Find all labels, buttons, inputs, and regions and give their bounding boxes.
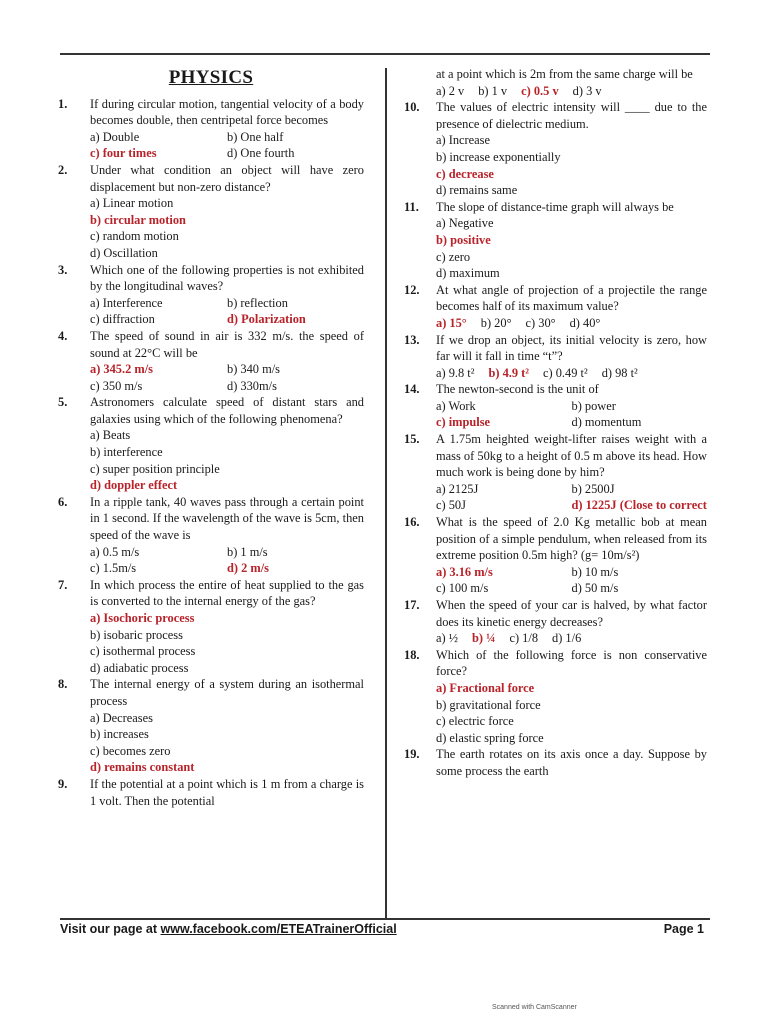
option: b) power xyxy=(571,398,616,413)
option: a) Decreases xyxy=(90,710,153,725)
question-head xyxy=(404,199,707,216)
option: b) increases xyxy=(90,727,149,742)
question-head xyxy=(58,162,364,195)
option-correct: b) positive xyxy=(436,232,491,247)
option: a) Double xyxy=(90,129,140,144)
options-list xyxy=(58,295,364,328)
page-number: Page 1 xyxy=(663,922,704,936)
options-list xyxy=(404,315,707,332)
bottom-rule xyxy=(60,918,710,920)
question-text: A 1.75m heighted weight-lifter raises weight with a mass of 50kg to a height of 0.5 m above its head. How much work is being done by him? xyxy=(436,432,707,480)
option: c) zero xyxy=(436,249,471,264)
option-correct: c) four times xyxy=(90,146,157,161)
option: c) super position principle xyxy=(90,461,220,476)
option: d) One fourth xyxy=(227,146,295,161)
option: a) ½ xyxy=(436,631,459,646)
question-number: 15. xyxy=(404,432,420,447)
question-item xyxy=(58,394,364,494)
option-row xyxy=(90,427,364,444)
option: c) 0.49 t² xyxy=(543,365,588,380)
question-text: At what angle of projection of a projectile the range becomes half of its maximum value? xyxy=(436,282,707,314)
question-item xyxy=(404,514,707,597)
question-text: The values of electric intensity will ____ due to the presence of dielectric medium. xyxy=(436,100,707,131)
option-row xyxy=(90,477,364,494)
question-text: at a point which is 2m from the same charge will be xyxy=(436,67,693,81)
option: d) remains same xyxy=(436,183,518,198)
option-row xyxy=(90,544,364,561)
question-item xyxy=(404,431,707,514)
top-rule xyxy=(60,53,710,55)
option: d) 98 t² xyxy=(601,365,638,380)
option-row xyxy=(90,145,364,162)
question-text: What is the speed of 2.0 Kg metallic bob at mean position of a simple pendulum, when released from its extreme position 0.5m high? (g= 10m/s²) xyxy=(436,515,707,563)
question-head xyxy=(58,262,364,295)
question-text: Astronomers calculate speed of distant stars and galaxies using which of the following phenomena? xyxy=(90,395,364,426)
question-item xyxy=(58,328,364,394)
option: a) Beats xyxy=(90,428,131,443)
option: a) 9.8 t² xyxy=(436,365,475,380)
question-item xyxy=(404,282,707,332)
option-row xyxy=(436,365,707,382)
question-text: When the speed of your car is halved, by what factor does its kinetic energy decreases? xyxy=(436,598,707,629)
question-number: 3. xyxy=(58,262,68,277)
option: c) 30° xyxy=(525,315,556,330)
question-item xyxy=(58,676,364,776)
option: c) electric force xyxy=(436,714,514,729)
question-head xyxy=(58,328,364,361)
options-list xyxy=(404,680,707,746)
question-text: If during circular motion, tangential velocity of a body becomes double, then centripetal force becomes xyxy=(90,96,364,128)
option-row xyxy=(90,643,364,660)
option-correct: b) ¼ xyxy=(472,631,496,646)
option: b) reflection xyxy=(227,295,288,310)
options-list xyxy=(404,398,707,431)
option: d) 3 v xyxy=(572,83,602,98)
option-row xyxy=(436,232,707,249)
options-list xyxy=(58,610,364,676)
option-row xyxy=(90,743,364,760)
option-row xyxy=(90,378,364,395)
options-list xyxy=(404,83,707,100)
question-number xyxy=(404,66,436,83)
options-list xyxy=(58,129,364,162)
option-row xyxy=(436,215,707,232)
question-text: The speed of sound in air is 332 m/s. the speed of sound at 22°C will be xyxy=(90,328,364,360)
option: b) increase exponentially xyxy=(436,149,561,164)
option-row xyxy=(90,461,364,478)
option: d) momentum xyxy=(571,415,642,430)
option-row xyxy=(90,759,364,776)
question-number: 10. xyxy=(404,100,420,115)
option: a) 0.5 m/s xyxy=(90,544,140,559)
option: d) maximum xyxy=(436,266,500,281)
option-row xyxy=(436,481,707,498)
option-correct: d) 2 m/s xyxy=(227,561,269,576)
option: b) 1 v xyxy=(478,83,508,98)
question-head xyxy=(404,282,707,315)
option: c) diffraction xyxy=(90,312,155,327)
question-text: The earth rotates on its axis once a day. Suppose by some process the earth xyxy=(436,747,707,778)
question-head xyxy=(404,597,707,630)
question-text: The internal energy of a system during an isothermal process xyxy=(90,677,364,708)
column-divider xyxy=(385,68,387,920)
options-list xyxy=(404,564,707,597)
option-row xyxy=(436,564,707,581)
option-row xyxy=(436,149,707,166)
question-item xyxy=(404,99,707,199)
option: b) 1 m/s xyxy=(227,544,268,559)
option-row xyxy=(436,398,707,415)
option: c) becomes zero xyxy=(90,743,171,758)
question-number: 2. xyxy=(58,162,68,177)
question-item xyxy=(58,776,364,809)
question-text: Under what condition an object will have zero displacement but non-zero distance? xyxy=(90,162,364,194)
question-head xyxy=(58,577,364,610)
question-number: 18. xyxy=(404,647,420,662)
options-list xyxy=(404,132,707,198)
option-correct: b) 4.9 t² xyxy=(488,365,530,380)
question-text: Which one of the following properties is not exhibited by the longitudinal waves? xyxy=(90,262,364,294)
options-list xyxy=(404,215,707,281)
question-number: 5. xyxy=(58,395,68,410)
question-number: 11. xyxy=(404,199,419,214)
option-row xyxy=(436,630,707,647)
question-head xyxy=(58,96,364,129)
option-row xyxy=(436,414,707,431)
option: b) interference xyxy=(90,445,163,460)
question-item xyxy=(404,381,707,431)
option-row xyxy=(90,361,364,378)
option-row xyxy=(436,680,707,697)
option: b) One half xyxy=(227,129,284,144)
question-head xyxy=(58,394,364,427)
question-text: In a ripple tank, 40 waves pass through a certain point in 1 second. If the wavelength of the wave is 5cm, then speed of the wave is xyxy=(90,494,364,543)
question-text: If we drop an object, its initial velocity is zero, how far will it fall in time “t”? xyxy=(436,332,707,364)
option: b) isobaric process xyxy=(90,627,183,642)
option-row xyxy=(436,730,707,747)
option-correct: a) Isochoric process xyxy=(90,611,195,625)
options-list xyxy=(58,195,364,261)
option: c) random motion xyxy=(90,229,179,244)
option-row xyxy=(90,245,364,262)
question-head xyxy=(404,746,707,779)
footer-visit-text: Visit our page at xyxy=(60,922,158,936)
question-number: 14. xyxy=(404,382,420,397)
option-row xyxy=(90,311,364,328)
option-row xyxy=(436,713,707,730)
question-number: 17. xyxy=(404,598,420,612)
option-row xyxy=(90,726,364,743)
option-row xyxy=(90,444,364,461)
right-column xyxy=(404,66,707,780)
option: d) 1/6 xyxy=(552,631,582,646)
option-row xyxy=(436,249,707,266)
question-item xyxy=(58,96,364,162)
question-head xyxy=(404,99,707,132)
question-number: 9. xyxy=(58,776,68,791)
option: b) 2500J xyxy=(571,481,615,496)
option: b) 10 m/s xyxy=(571,564,619,579)
options-list xyxy=(58,361,364,394)
option-row xyxy=(436,315,707,332)
option: d) adiabatic process xyxy=(90,660,189,675)
page-footer xyxy=(60,922,704,936)
question-text: The newton-second is the unit of xyxy=(436,382,599,397)
option-row xyxy=(90,710,364,727)
question-head xyxy=(404,514,707,564)
options-list xyxy=(58,710,364,776)
option-row xyxy=(436,697,707,714)
question-item xyxy=(404,746,707,779)
question-number: 12. xyxy=(404,282,420,297)
option-row xyxy=(436,166,707,183)
option: d) 50 m/s xyxy=(571,581,619,596)
question-head xyxy=(404,431,707,481)
question-item xyxy=(404,647,707,747)
option-row xyxy=(90,212,364,229)
page-title: PHYSICS xyxy=(168,67,254,88)
question-head xyxy=(58,676,364,709)
option: b) 340 m/s xyxy=(227,362,281,377)
option: c) 350 m/s xyxy=(90,378,143,393)
question-item xyxy=(58,162,364,262)
question-number: 13. xyxy=(404,332,420,347)
question-number: 8. xyxy=(58,677,68,692)
option-row xyxy=(436,497,707,514)
question-item xyxy=(58,577,364,677)
question-number: 7. xyxy=(58,577,68,592)
options-list xyxy=(58,544,364,577)
option: a) 2125J xyxy=(436,481,479,496)
option-row xyxy=(90,610,364,627)
facebook-link[interactable]: www.facebook.com/ETEATrainerOfficial xyxy=(160,922,397,936)
option: c) 100 m/s xyxy=(436,581,489,596)
question-item xyxy=(58,494,364,577)
question-item xyxy=(58,262,364,328)
option-row xyxy=(436,182,707,199)
option-correct: b) circular motion xyxy=(90,212,186,227)
option-row xyxy=(436,265,707,282)
question-number: 6. xyxy=(58,494,68,509)
option-correct: a) 3.16 m/s xyxy=(436,564,493,579)
option: b) 20° xyxy=(480,315,512,330)
option: a) Work xyxy=(436,398,476,413)
option-row xyxy=(436,132,707,149)
option: c) 1/8 xyxy=(509,631,539,646)
option-row xyxy=(90,195,364,212)
option: a) 2 v xyxy=(436,83,465,98)
option-row xyxy=(90,129,364,146)
question-head xyxy=(404,66,707,83)
option-correct: a) 15° xyxy=(436,315,467,330)
option-row xyxy=(90,228,364,245)
options-list xyxy=(404,481,707,514)
option-row xyxy=(90,660,364,677)
question-number: 19. xyxy=(404,747,420,762)
option-row xyxy=(436,83,707,100)
option-correct: d) 1225J (Close to correct xyxy=(571,498,707,513)
question-head xyxy=(404,647,707,680)
option-row xyxy=(90,560,364,577)
option-correct: d) remains constant xyxy=(90,760,195,775)
question-number: 16. xyxy=(404,515,420,530)
option: d) 40° xyxy=(569,315,601,330)
option: a) Linear motion xyxy=(90,196,174,211)
question-number: 1. xyxy=(58,96,68,111)
question-head xyxy=(58,494,364,544)
question-text: Which of the following force is non conservative force? xyxy=(436,647,707,679)
question-number: 4. xyxy=(58,328,68,343)
option: c) 1.5m/s xyxy=(90,561,137,576)
question-item xyxy=(404,597,707,647)
question-item xyxy=(404,332,707,382)
question-item xyxy=(404,199,707,282)
question-text: In which process the entire of heat supplied to the gas is converted to the internal energy of the gas? xyxy=(90,577,364,609)
options-list xyxy=(404,630,707,647)
question-text: If the potential at a point which is 1 m from a charge is 1 volt. Then the potential xyxy=(90,776,364,808)
question-head xyxy=(404,381,707,398)
question-item xyxy=(404,66,707,99)
footer-visit xyxy=(60,922,397,936)
option: d) 330m/s xyxy=(227,378,277,393)
option-correct: d) Polarization xyxy=(227,312,306,327)
option: a) Interference xyxy=(90,295,163,310)
option-row xyxy=(90,295,364,312)
option-row xyxy=(436,580,707,597)
options-list xyxy=(58,427,364,493)
option: a) Negative xyxy=(436,216,494,231)
option: c) isothermal process xyxy=(90,644,196,659)
option: a) Increase xyxy=(436,133,490,148)
question-head xyxy=(404,332,707,365)
option-row xyxy=(90,627,364,644)
option: c) 50J xyxy=(436,498,466,513)
scanner-watermark: Scanned with CamScanner xyxy=(492,1004,577,1011)
option-correct: c) impulse xyxy=(436,415,491,430)
option-correct: c) decrease xyxy=(436,166,494,181)
option: d) elastic spring force xyxy=(436,730,544,745)
option-correct: c) 0.5 v xyxy=(521,83,559,98)
option-correct: d) doppler effect xyxy=(90,478,178,493)
options-list xyxy=(404,365,707,382)
option-correct: a) Fractional force xyxy=(436,680,535,695)
option-correct: a) 345.2 m/s xyxy=(90,362,153,377)
option: b) gravitational force xyxy=(436,697,541,712)
question-head xyxy=(58,776,364,809)
option: d) Oscillation xyxy=(90,245,158,260)
left-column xyxy=(58,66,364,809)
question-text: The slope of distance-time graph will always be xyxy=(436,199,674,214)
